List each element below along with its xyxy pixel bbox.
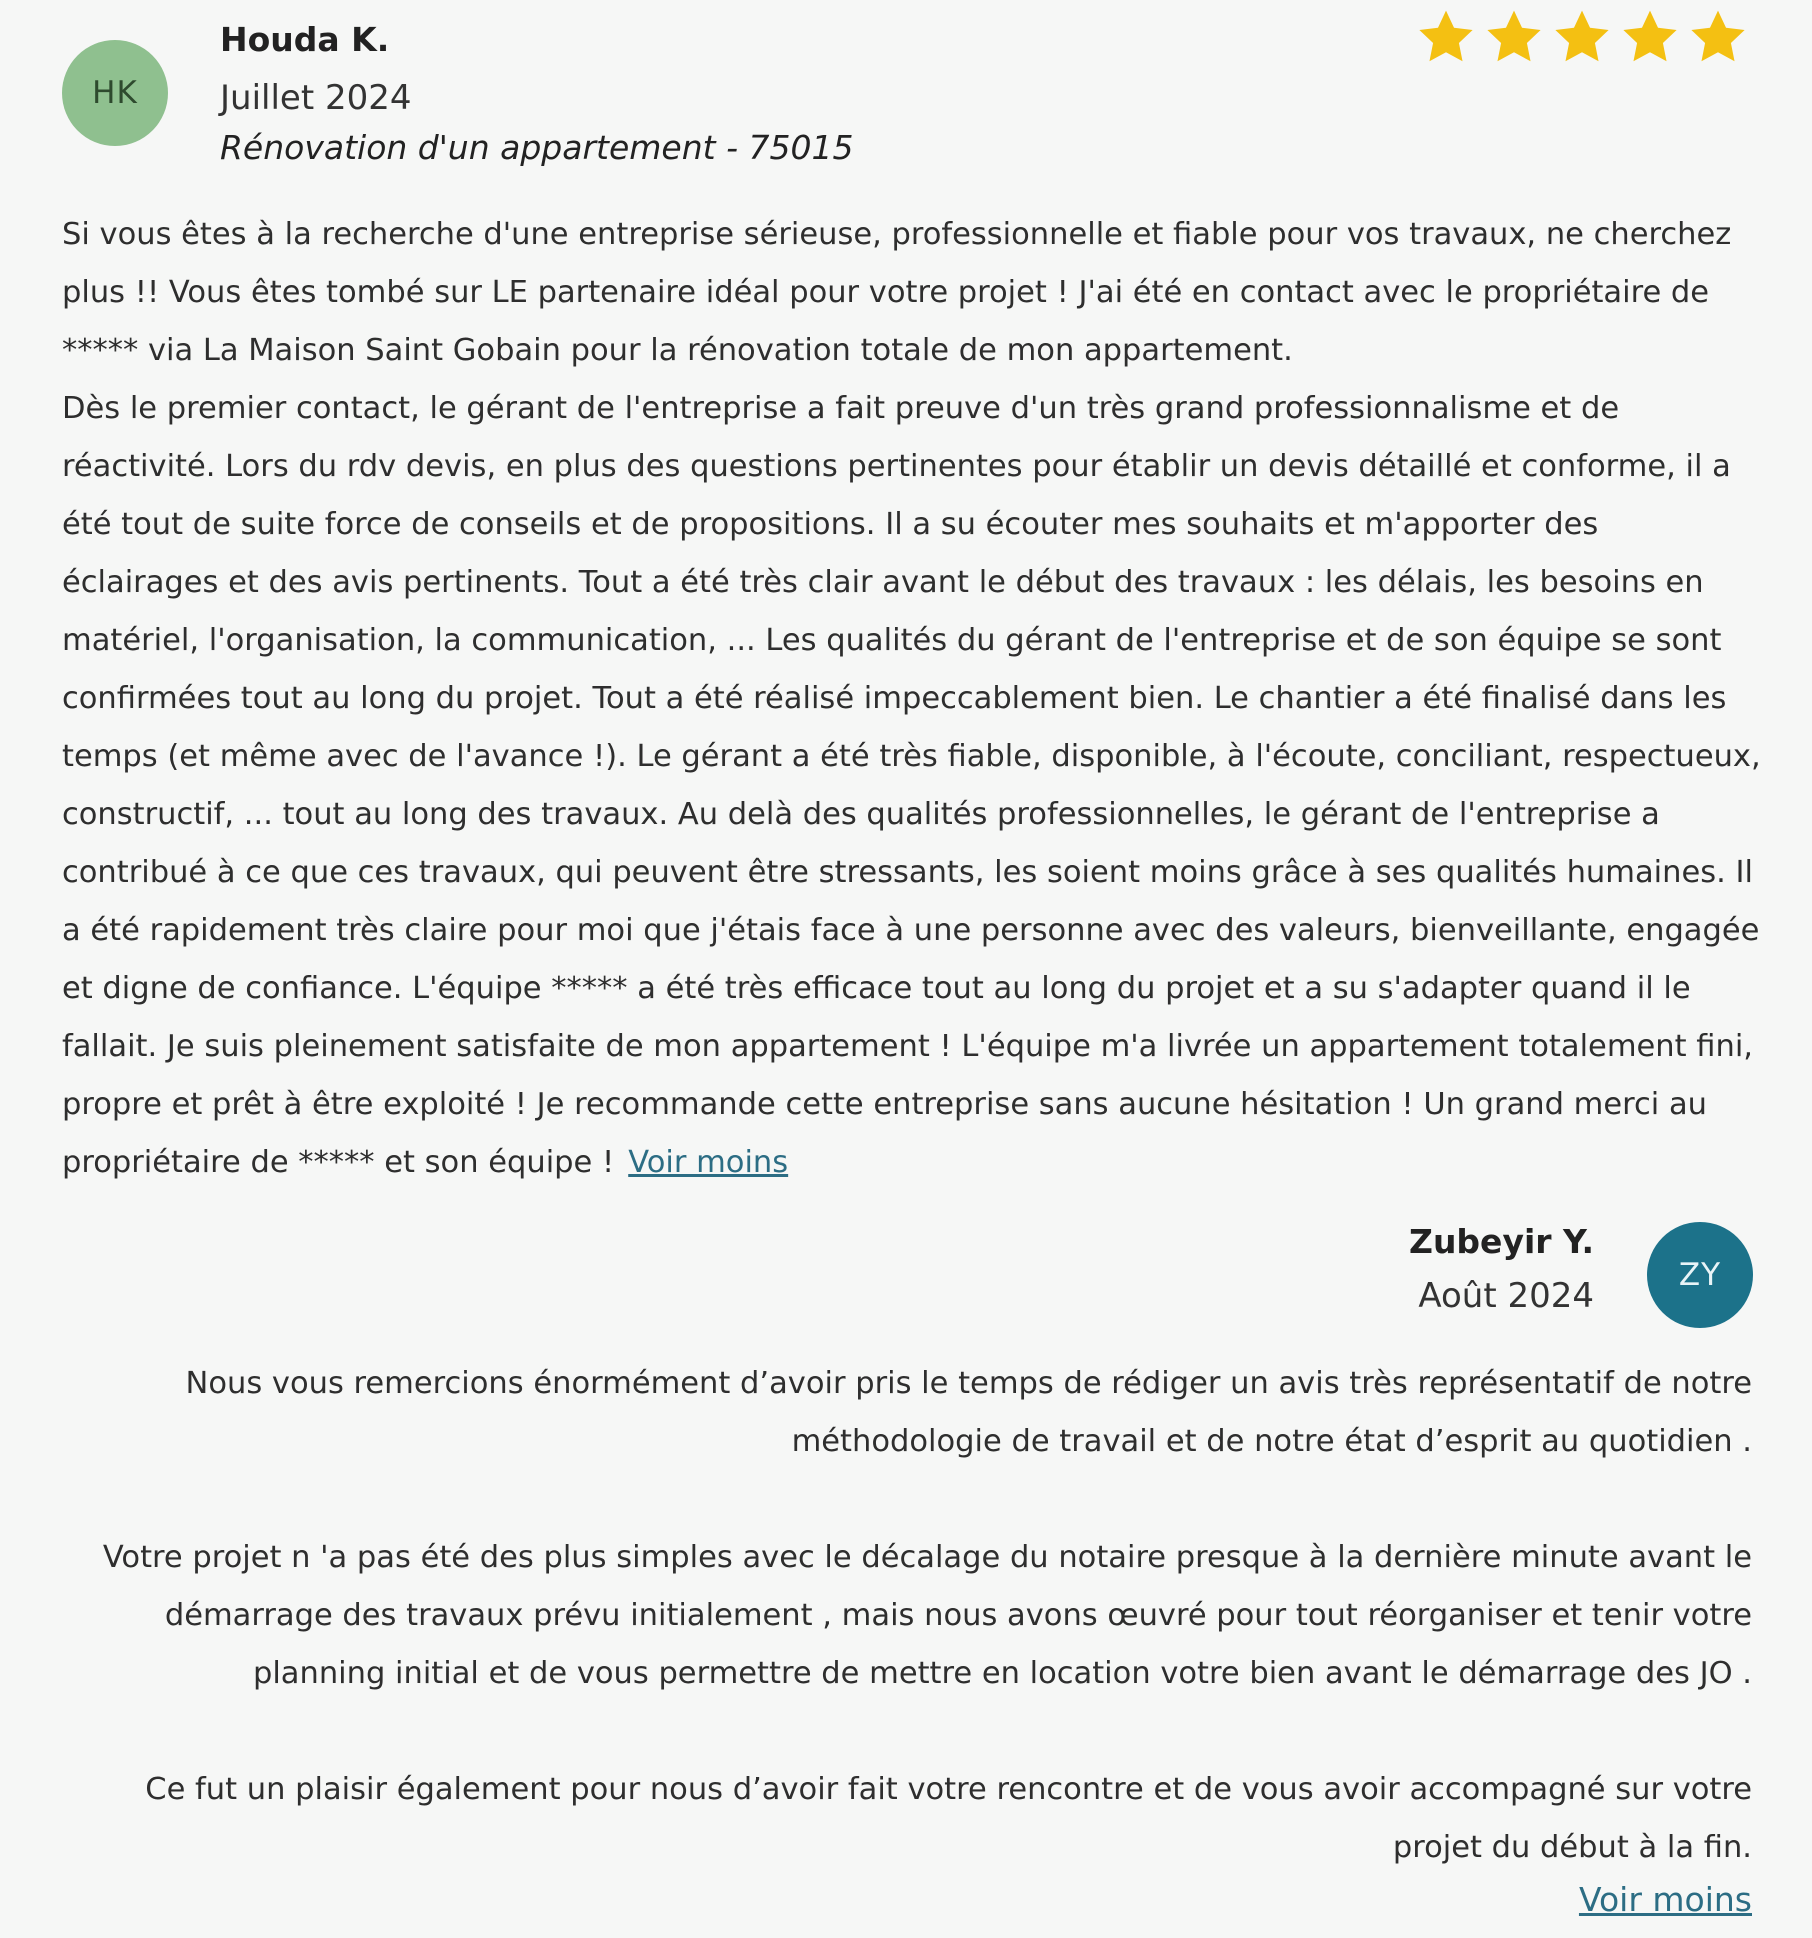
reply-author-name: Zubeyir Y. xyxy=(1409,1222,1594,1261)
review-paragraph xyxy=(62,380,1762,1192)
star-icon xyxy=(1551,6,1613,68)
avatar-initials: ZY xyxy=(1678,1257,1722,1293)
review-paragraph: Si vous êtes à la recherche d'une entreprise sérieuse, professionnelle et fiable pour vos travaux, ne cherchez plus !! Vous êtes tombé sur LE partenaire idéal pour votre projet ! J'ai été en contact avec le propriétaire de ***** via La Maison Saint Gobain pour la rénovation totale de mon appartement. xyxy=(62,217,1732,368)
reply-paragraph: Nous vous remercions énormément d’avoir pris le temps de rédiger un avis très représentatif de notre méthodologie de travail et de notre état d’esprit au quotidien . xyxy=(185,1366,1752,1459)
review-date: Juillet 2024 xyxy=(220,78,412,118)
star-icon xyxy=(1687,6,1749,68)
review-author-name: Houda K. xyxy=(220,20,390,59)
reply-date: Août 2024 xyxy=(1418,1276,1594,1316)
see-less-link[interactable]: Voir moins xyxy=(628,1145,789,1180)
reply-text xyxy=(80,1355,1752,1877)
star-icon xyxy=(1415,6,1477,68)
review-project: Rénovation d'un appartement - 75015 xyxy=(220,128,854,167)
review-paragraph-text: Dès le premier contact, le gérant de l'entreprise a fait preuve d'un très grand professionnalisme et de réactivité. Lors du rdv devis, en plus des questions pertinentes pour établir un devis détaillé et conforme, il a été tout de suite force de conseils et de propositions. Il a su écouter mes souhaits et m'apporter des éclairages et des avis pertinents. Tout a été très clair avant le début des travaux : les délais, les besoins en matériel, l'organisation, la communication, ... Les qualités du gérant de l'entreprise et de son équipe se sont confirmées tout au long du projet. Tout a été réalisé impeccablement bien. Le chantier a été finalisé dans les temps (et même avec de l'avance !). Le gérant a été très fiable, disponible, à l'écoute, conciliant, respectueux, constructif, ... tout au long des travaux. Au delà des qualités professionnelles, le gérant de l'entreprise a contribué à ce que ces travaux, qui peuvent être stressants, les soient moins grâce à ses qualités humaines. Il a été rapidement très claire pour moi que j'étais face à une personne avec des valeurs, bienveillante, engagée et digne de confiance. L'équipe ***** a été très efficace tout au long du projet et a su s'adapter quand il le fallait. Je suis pleinement satisfaite de mon appartement ! L'équipe m'a livrée un appartement totalement fini, propre et prêt à être exploité ! Je recommande cette entreprise sans aucune hésitation ! Un grand merci au propriétaire de ***** et son équipe ! xyxy=(62,391,1761,1180)
reply-paragraph: Ce fut un plaisir également pour nous d’avoir fait votre rencontre et de vous avoir accompagné sur votre projet du début à la fin. xyxy=(145,1772,1752,1865)
review-text xyxy=(62,206,1762,1192)
star-rating xyxy=(1415,6,1749,68)
reply-paragraph: Votre projet n 'a pas été des plus simples avec le décalage du notaire presque à la dernière minute avant le démarrage des travaux prévu initialement , mais nous avons œuvré pour tout réorganiser et tenir votre planning initial et de vous permettre de mettre en location votre bien avant le démarrage des JO . xyxy=(102,1540,1752,1691)
star-icon xyxy=(1483,6,1545,68)
avatar xyxy=(62,40,168,146)
avatar-initials: HK xyxy=(92,75,138,111)
avatar xyxy=(1647,1222,1753,1328)
reply-see-less-link[interactable]: Voir moins xyxy=(1578,1880,1752,1919)
star-icon xyxy=(1619,6,1681,68)
